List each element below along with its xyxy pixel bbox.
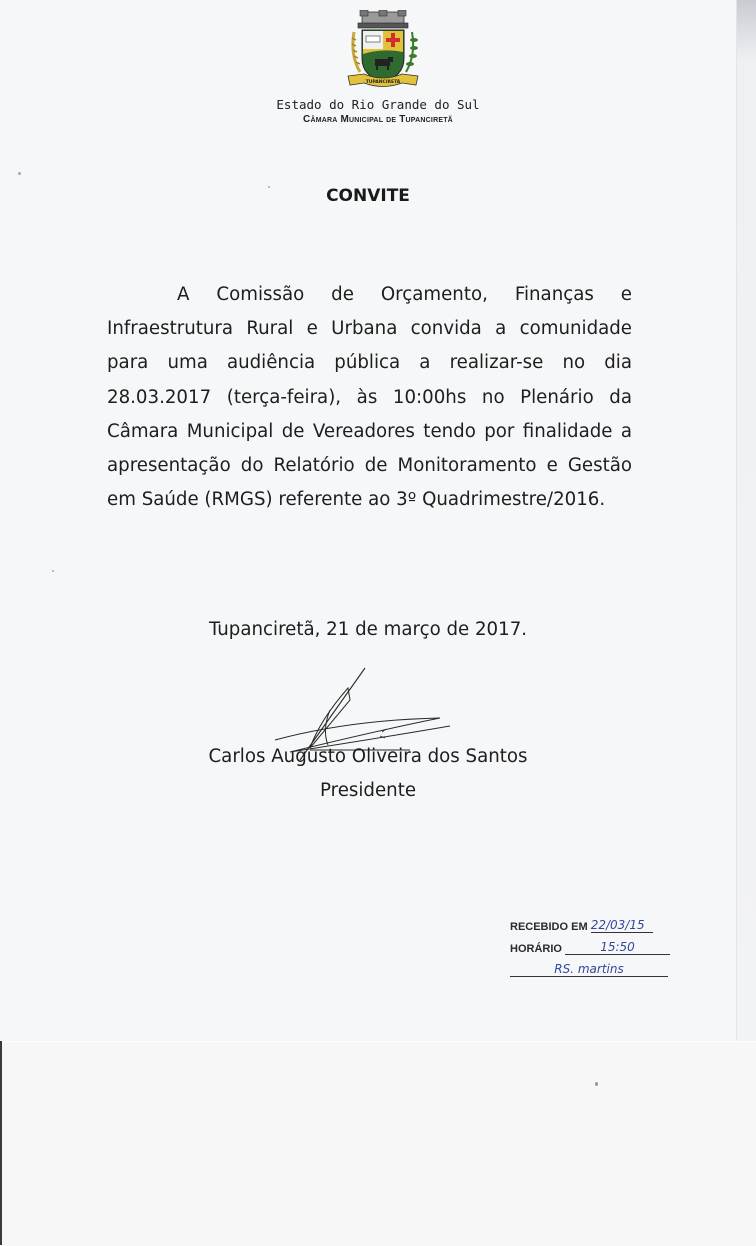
time-value: 15:50 <box>600 940 635 954</box>
scan-left-shadow <box>0 1041 2 1245</box>
received-date-value: 22/03/15 <box>590 918 645 932</box>
scan-speck <box>595 1082 598 1086</box>
svg-text:TUPANCIRETÃ: TUPANCIRETÃ <box>365 80 401 85</box>
place-date: Tupanciretã, 21 de março de 2017. <box>208 619 528 640</box>
signer-name: Carlos Augusto Oliveira dos Santos <box>208 746 528 767</box>
time-label: HORÁRIO <box>510 943 562 955</box>
state-heading: Estado do Rio Grande do Sul <box>276 97 480 112</box>
municipal-crest-icon <box>344 10 422 90</box>
receiver-row <box>510 962 668 980</box>
received-date-row <box>510 918 653 936</box>
receiver-signature-line <box>510 962 668 977</box>
document-title: CONVITE <box>326 186 410 206</box>
chamber-heading: Câmara Municipal de Tupanciretã <box>303 114 453 125</box>
receiver-signature: RS. martins <box>554 962 624 976</box>
time-line <box>565 940 670 955</box>
invitation-body-text: A Comissão de Orçamento, Finanças e Infraestrutura Rural e Urbana convida a comunidade para uma audiência pública a realizar-se no dia 28.03.2017 (terça-feira), às 10:00hs no Plenário da Câmara Municipal de Vereadores tendo por finalidade a apresentação do Relatório de Monitoramento e Gestão em Saúde (RMGS) referente ao 3º Quadrimestre/2016. <box>107 284 632 511</box>
invitation-body <box>107 278 632 517</box>
received-label: RECEBIDO EM <box>510 921 588 933</box>
scan-blank-area <box>0 1041 756 1246</box>
scan-speck <box>18 172 21 175</box>
scan-speck <box>268 186 270 188</box>
scan-speck <box>52 570 54 572</box>
received-stamp <box>510 918 675 988</box>
time-row <box>510 940 670 958</box>
scan-edge <box>736 0 756 1041</box>
received-date-line <box>591 918 653 933</box>
signer-role: Presidente <box>319 780 417 801</box>
